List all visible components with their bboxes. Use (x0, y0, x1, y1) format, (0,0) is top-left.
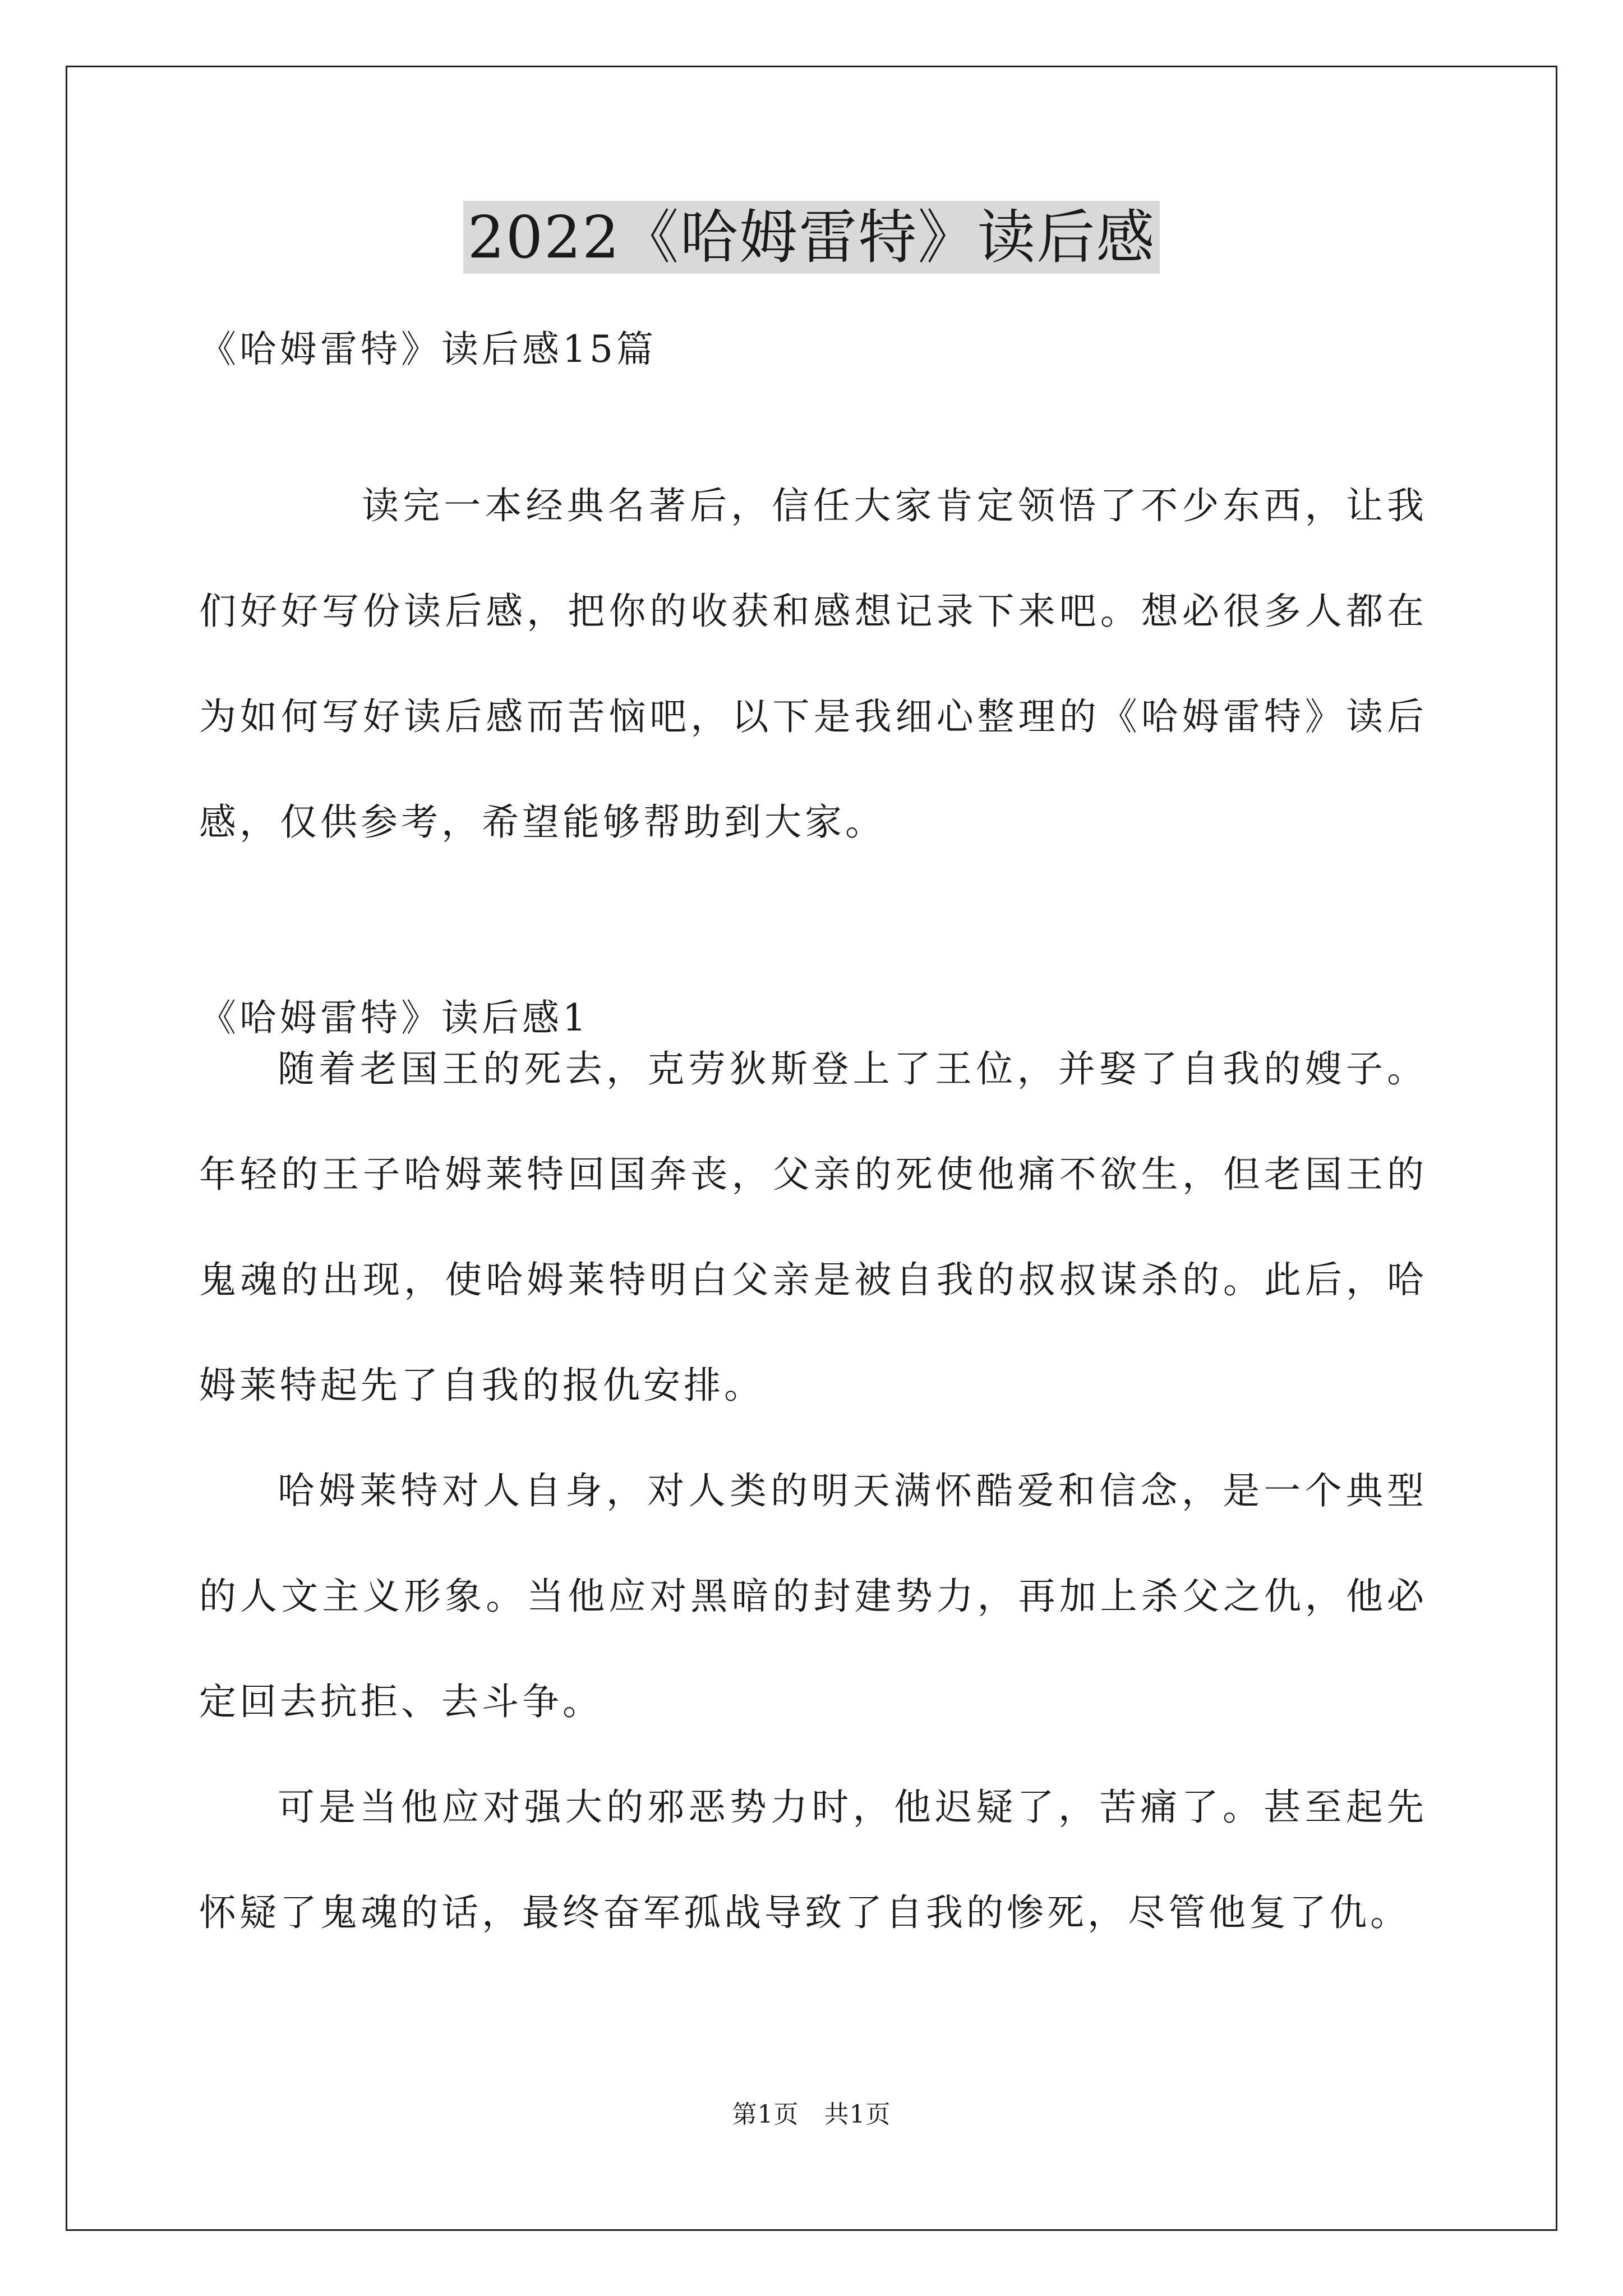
body-paragraph-3: 可是当他应对强大的邪恶势力时，他迟疑了，苦痛了。甚至起先怀疑了鬼魂的话，最终奋军孤战导致了自我的惨死，尽管他复了仇。 (199, 1786, 1427, 1934)
document-title-text: 2022《哈姆雷特》读后感 (463, 201, 1160, 274)
document-title (0, 201, 1623, 274)
body-paragraph-1: 随着老国王的死去，克劳狄斯登上了王位，并娶了自我的嫂子。年轻的王子哈姆莱特回国奔丧，父亲的死使他痛不欲生，但老国王的鬼魂的出现，使哈姆莱特明白父亲是被自我的叔叔谋杀的。此后，哈姆莱特起先了自我的报仇安排。 (199, 1047, 1427, 1407)
section-body (199, 1016, 1427, 1966)
page-footer: 第1页 共1页 (732, 2100, 891, 2129)
section-heading: 《哈姆雷特》读后感1 (199, 996, 589, 1039)
body-paragraph-2: 哈姆莱特对人自身，对人类的明天满怀酷爱和信念，是一个典型的人文主义形象。当他应对黑暗的封建势力，再加上杀父之仇，他必定回去抗拒、去斗争。 (199, 1469, 1427, 1723)
intro-paragraph: 读完一本经典名著后，信任大家肯定领悟了不少东西，让我们好好写份读后感，把你的收获和感想记录下来吧。想必很多人都在为如何写好读后感而苦恼吧，以下是我细心整理的《哈姆雷特》读后感，仅供参考，希望能够帮助到大家。 (199, 484, 1427, 844)
intro-block (199, 453, 1427, 875)
document-subtitle: 《哈姆雷特》读后感15篇 (199, 328, 657, 371)
